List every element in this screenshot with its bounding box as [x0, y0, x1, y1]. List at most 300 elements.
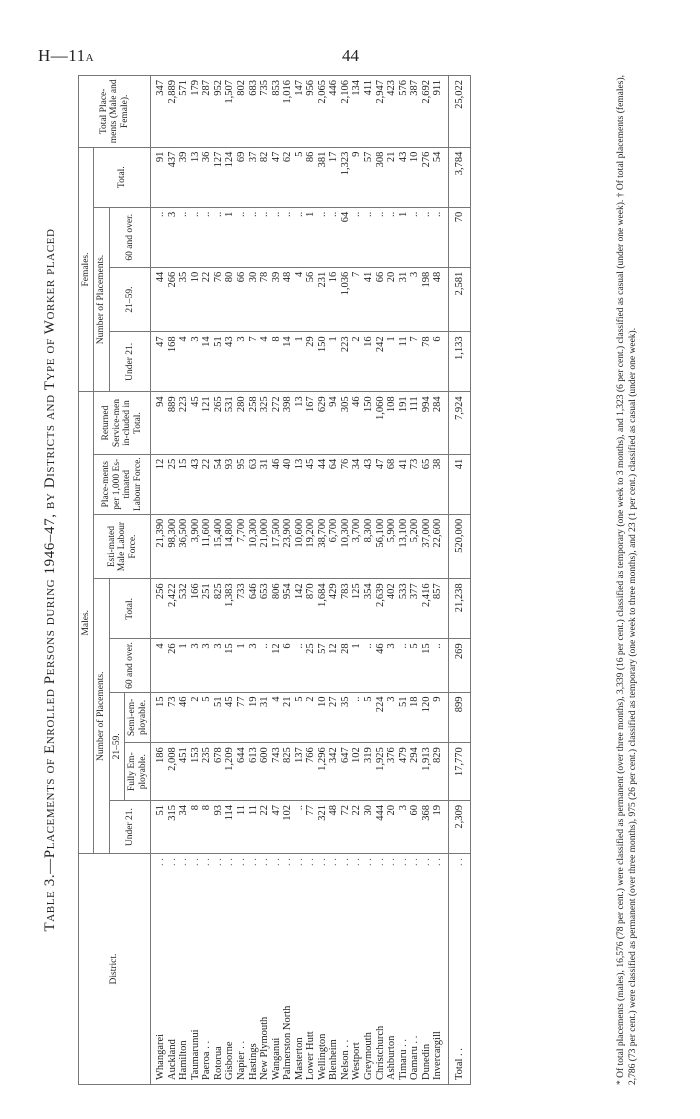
- cell-m-60: 15: [421, 639, 433, 692]
- cell-f-2159: 30: [248, 267, 260, 332]
- cell-f-60: ..: [271, 207, 283, 267]
- cell-m-full: 1,925: [375, 743, 387, 801]
- cell-m-u21: 93: [213, 801, 225, 854]
- cell-m-semi: 4: [271, 692, 283, 743]
- cell-m-total: 2,422: [167, 579, 179, 639]
- cell-m-full: 1,209: [224, 743, 236, 801]
- cell-f-u21: 223: [340, 332, 352, 392]
- table-row: [213, 76, 225, 1085]
- table-row: [421, 76, 433, 1085]
- cell-per1000: 93: [224, 454, 236, 514]
- cell-f-2159: 4: [294, 267, 306, 332]
- leader-dots: . .: [189, 858, 201, 866]
- cell-f-2159: 48: [432, 267, 448, 332]
- cell-m-u21: 48: [328, 801, 340, 854]
- female-number-of-placements-header: Number of Placements.: [94, 207, 109, 392]
- district-name: Masterton: [293, 1037, 305, 1080]
- cell-f-60: ..: [178, 207, 190, 267]
- leader-dots: . .: [293, 858, 305, 866]
- district-name: Paeroa . .: [201, 1040, 213, 1080]
- cell-m-u21: 2,309: [448, 801, 471, 854]
- district-name: Hastings: [247, 1043, 259, 1080]
- leader-dots: . .: [282, 858, 294, 866]
- cell-m-semi: 10: [317, 692, 329, 743]
- cell-lf: 3,900: [190, 514, 202, 579]
- cell-m-60: 5: [409, 639, 421, 692]
- district-cell: [190, 854, 202, 1085]
- cell-total: 347: [151, 76, 167, 148]
- cell-f-60: ..: [151, 207, 167, 267]
- cell-f-60: ..: [432, 207, 448, 267]
- cell-m-total: 354: [363, 579, 375, 639]
- district-name: Christchurch: [374, 1025, 386, 1080]
- cell-m-u21: 3: [398, 801, 410, 854]
- leader-dots: . .: [212, 858, 224, 866]
- cell-lf: 5,200: [409, 514, 421, 579]
- total-placements-header: Total Place-ments (Male and Female).: [79, 76, 151, 148]
- cell-m-u21: 102: [282, 801, 294, 854]
- cell-total: 802: [236, 76, 248, 148]
- cell-f-total: 57: [363, 147, 375, 207]
- cell-m-semi: 31: [259, 692, 271, 743]
- cell-total: 179: [190, 76, 202, 148]
- report-code: H—11A: [38, 46, 95, 65]
- cell-lf: 6,700: [328, 514, 340, 579]
- district-cell: [409, 854, 421, 1085]
- cell-f-2159: 1,036: [340, 267, 352, 332]
- cell-per1000: 34: [351, 454, 363, 514]
- cell-f-2159: 231: [317, 267, 329, 332]
- cell-lf: 15,400: [213, 514, 225, 579]
- cell-m-60: 15: [224, 639, 236, 692]
- cell-f-2159: 2,581: [448, 267, 471, 332]
- table-row: [398, 76, 410, 1085]
- cell-total: 25,022: [448, 76, 471, 148]
- cell-per1000: 25: [167, 454, 179, 514]
- semi-employable-header: Semi-em-ployable.: [125, 692, 151, 743]
- cell-m-total: 429: [328, 579, 340, 639]
- leader-dots: . .: [351, 858, 363, 866]
- table-row: [363, 76, 375, 1085]
- cell-f-total: 62: [282, 147, 294, 207]
- district-cell: [328, 854, 340, 1085]
- district-name: Dunedin: [420, 1043, 432, 1080]
- cell-m-u21: 321: [317, 801, 329, 854]
- cell-lf: 98,300: [167, 514, 179, 579]
- district-name: Wanganui: [270, 1037, 282, 1080]
- cell-m-full: 678: [213, 743, 225, 801]
- cell-m-u21: 22: [351, 801, 363, 854]
- cell-f-u21: 6: [432, 332, 448, 392]
- cell-f-2159: 31: [398, 267, 410, 332]
- cell-f-total: 308: [375, 147, 387, 207]
- cell-f-u21: 168: [167, 332, 179, 392]
- cell-f-60: ..: [236, 207, 248, 267]
- returned-servicemen-header: Returned Service-men in-cluded in Total.: [94, 392, 151, 454]
- cell-m-full: 829: [432, 743, 448, 801]
- cell-f-u21: 51: [213, 332, 225, 392]
- cell-rs: 280: [236, 392, 248, 454]
- cell-lf: 38,700: [317, 514, 329, 579]
- rotated-table-area: [30, 75, 670, 1085]
- leader-dots: . .: [270, 858, 282, 866]
- cell-m-total: 402: [386, 579, 398, 639]
- cell-m-total: 806: [271, 579, 283, 639]
- cell-m-u21: 34: [178, 801, 190, 854]
- table-row: [340, 76, 352, 1085]
- cell-f-u21: 11: [398, 332, 410, 392]
- cell-m-total: 1,684: [317, 579, 329, 639]
- cell-m-60: 3: [386, 639, 398, 692]
- cell-m-full: 825: [282, 743, 294, 801]
- leader-dots: . .: [155, 858, 167, 866]
- cell-total: 952: [213, 76, 225, 148]
- cell-f-total: 10: [409, 147, 421, 207]
- cell-m-total: 733: [236, 579, 248, 639]
- district-cell: [386, 854, 398, 1085]
- cell-rs: 889: [167, 392, 179, 454]
- cell-per1000: 15: [178, 454, 190, 514]
- district-name: Total . .: [453, 1048, 465, 1080]
- cell-m-semi: 120: [421, 692, 433, 743]
- cell-m-60: ..: [363, 639, 375, 692]
- cell-m-u21: 30: [363, 801, 375, 854]
- cell-rs: 191: [398, 392, 410, 454]
- table-row: [375, 76, 387, 1085]
- table-row: [432, 76, 448, 1085]
- cell-rs: 223: [178, 392, 190, 454]
- cell-f-2159: 266: [167, 267, 179, 332]
- cell-f-u21: 4: [178, 332, 190, 392]
- cell-f-60: ..: [421, 207, 433, 267]
- cell-m-full: 235: [201, 743, 213, 801]
- cell-m-total: 532: [178, 579, 190, 639]
- cell-lf: 56,100: [375, 514, 387, 579]
- cell-rs: 531: [224, 392, 236, 454]
- table-row: [190, 76, 202, 1085]
- cell-m-u21: 51: [151, 801, 167, 854]
- leader-dots: . .: [236, 858, 248, 866]
- cell-f-60: 1: [398, 207, 410, 267]
- cell-m-60: 57: [317, 639, 329, 692]
- female-under-21-header: Under 21.: [109, 332, 150, 392]
- cell-total: 1,507: [224, 76, 236, 148]
- cell-m-60: 12: [271, 639, 283, 692]
- district-cell: [282, 854, 294, 1085]
- district-name: Blenheim: [328, 1039, 340, 1080]
- cell-m-semi: 77: [236, 692, 248, 743]
- cell-per1000: 41: [398, 454, 410, 514]
- cell-m-full: 342: [328, 743, 340, 801]
- cell-m-semi: 21: [282, 692, 294, 743]
- cell-lf: 37,000: [421, 514, 433, 579]
- table-row: [282, 76, 294, 1085]
- cell-lf: 17,500: [271, 514, 283, 579]
- cell-m-total: 646: [248, 579, 260, 639]
- males-header: Males.: [79, 392, 94, 854]
- cell-m-u21: 8: [201, 801, 213, 854]
- cell-m-total: 870: [305, 579, 317, 639]
- cell-lf: 11,600: [201, 514, 213, 579]
- cell-per1000: 54: [213, 454, 225, 514]
- cell-m-60: 25: [305, 639, 317, 692]
- cell-lf: 36,500: [178, 514, 190, 579]
- cell-per1000: 45: [305, 454, 317, 514]
- cell-m-full: 766: [305, 743, 317, 801]
- cell-m-u21: 20: [386, 801, 398, 854]
- table-row: [224, 76, 236, 1085]
- cell-f-total: 9: [351, 147, 363, 207]
- cell-m-total: 653: [259, 579, 271, 639]
- cell-f-total: 39: [178, 147, 190, 207]
- cell-f-u21: 1,133: [448, 332, 471, 392]
- district-name: Gisborne: [224, 1041, 236, 1080]
- leader-dots: . .: [432, 858, 444, 866]
- table-row: [271, 76, 283, 1085]
- leader-dots: . .: [305, 858, 317, 866]
- cell-m-semi: 9: [432, 692, 448, 743]
- cell-per1000: 43: [363, 454, 375, 514]
- cell-rs: 13: [294, 392, 306, 454]
- cell-m-u21: 22: [259, 801, 271, 854]
- district-name: Auckland: [166, 1039, 178, 1080]
- cell-f-total: 91: [151, 147, 167, 207]
- cell-f-total: 47: [271, 147, 283, 207]
- district-name: New Plymouth: [259, 1016, 271, 1080]
- district-cell: [259, 854, 271, 1085]
- district-header: District.: [79, 854, 151, 1085]
- cell-total: 2,947: [375, 76, 387, 148]
- cell-rs: 7,924: [448, 392, 471, 454]
- cell-rs: 121: [201, 392, 213, 454]
- cell-total: 571: [178, 76, 190, 148]
- cell-m-full: 647: [340, 743, 352, 801]
- cell-m-full: 153: [190, 743, 202, 801]
- district-name: Taumarunui: [189, 1029, 201, 1080]
- cell-per1000: 46: [271, 454, 283, 514]
- leader-dots: . .: [328, 858, 340, 866]
- cell-f-60: ..: [213, 207, 225, 267]
- cell-per1000: 38: [432, 454, 448, 514]
- cell-per1000: 40: [282, 454, 294, 514]
- cell-m-total: 825: [213, 579, 225, 639]
- cell-f-2159: 39: [271, 267, 283, 332]
- cell-m-semi: 27: [328, 692, 340, 743]
- cell-f-total: 1,323: [340, 147, 352, 207]
- district-name: Greymouth: [363, 1032, 375, 1080]
- district-name: Westport: [351, 1042, 363, 1080]
- cell-f-u21: 2: [351, 332, 363, 392]
- cell-f-2159: 41: [363, 267, 375, 332]
- cell-total: 387: [409, 76, 421, 148]
- cell-f-total: 36: [201, 147, 213, 207]
- cell-f-2159: 22: [201, 267, 213, 332]
- cell-m-60: ..: [294, 639, 306, 692]
- cell-f-total: 17: [328, 147, 340, 207]
- cell-f-60: 1: [305, 207, 317, 267]
- fully-employable-header: Fully Em-ployable.: [125, 743, 151, 801]
- cell-total: 2,889: [167, 76, 179, 148]
- leader-dots: . .: [224, 858, 236, 866]
- cell-m-full: 600: [259, 743, 271, 801]
- cell-f-2159: 80: [224, 267, 236, 332]
- cell-f-total: 124: [224, 147, 236, 207]
- table-row: [236, 76, 248, 1085]
- cell-f-60: ..: [248, 207, 260, 267]
- cell-f-u21: 1: [294, 332, 306, 392]
- cell-total: 1,016: [282, 76, 294, 148]
- district-name: Whangarei: [155, 1033, 167, 1080]
- leader-dots: . .: [247, 858, 259, 866]
- district-cell: [224, 854, 236, 1085]
- cell-rs: 265: [213, 392, 225, 454]
- female-60-over-header: 60 and over.: [109, 207, 150, 267]
- table-row: [409, 76, 421, 1085]
- cell-f-u21: 14: [282, 332, 294, 392]
- cell-m-total: 857: [432, 579, 448, 639]
- table-row: [351, 76, 363, 1085]
- district-name: Ashburton: [386, 1035, 398, 1080]
- cell-total: 147: [294, 76, 306, 148]
- cell-f-2159: 44: [151, 267, 167, 332]
- female-21-59-header: 21–59.: [109, 267, 150, 332]
- cell-f-60: ..: [317, 207, 329, 267]
- cell-rs: 45: [190, 392, 202, 454]
- cell-per1000: 47: [375, 454, 387, 514]
- cell-rs: 325: [259, 392, 271, 454]
- cell-per1000: 76: [340, 454, 352, 514]
- cell-m-60: ..: [259, 639, 271, 692]
- cell-f-u21: 43: [224, 332, 236, 392]
- district-name: Lower Hutt: [305, 1031, 317, 1080]
- cell-m-u21: 60: [409, 801, 421, 854]
- cell-m-semi: ..: [351, 692, 363, 743]
- cell-m-semi: 2: [305, 692, 317, 743]
- cell-m-60: 26: [167, 639, 179, 692]
- cell-f-u21: 29: [305, 332, 317, 392]
- cell-m-60: 3: [213, 639, 225, 692]
- cell-f-u21: 7: [409, 332, 421, 392]
- cell-lf: 10,300: [248, 514, 260, 579]
- cell-total: 853: [271, 76, 283, 148]
- cell-m-semi: 3: [386, 692, 398, 743]
- cell-f-total: 37: [248, 147, 260, 207]
- male-60-over-header: 60 and over.: [109, 639, 150, 692]
- cell-m-u21: 114: [224, 801, 236, 854]
- cell-f-60: ..: [259, 207, 271, 267]
- district-cell: [398, 854, 410, 1085]
- district-name: Oamaru . .: [409, 1035, 421, 1080]
- cell-f-2159: 16: [328, 267, 340, 332]
- cell-f-2159: 7: [351, 267, 363, 332]
- cell-f-total: 3,784: [448, 147, 471, 207]
- district-name: Rotorua: [212, 1046, 224, 1080]
- cell-rs: 305: [340, 392, 352, 454]
- cell-m-60: 3: [248, 639, 260, 692]
- cell-m-full: 1,296: [317, 743, 329, 801]
- cell-lf: 23,900: [282, 514, 294, 579]
- cell-f-60: ..: [351, 207, 363, 267]
- district-cell: [271, 854, 283, 1085]
- cell-f-60: ..: [294, 207, 306, 267]
- district-cell: [248, 854, 260, 1085]
- leader-dots: . .: [316, 858, 328, 866]
- cell-f-u21: 3: [236, 332, 248, 392]
- cell-m-u21: 47: [271, 801, 283, 854]
- district-cell: [363, 854, 375, 1085]
- leader-dots: . .: [259, 858, 271, 866]
- cell-rs: 46: [351, 392, 363, 454]
- cell-m-total: 125: [351, 579, 363, 639]
- cell-lf: 13,100: [398, 514, 410, 579]
- cell-m-total: 1,383: [224, 579, 236, 639]
- leader-dots: . .: [374, 858, 386, 866]
- cell-total: 911: [432, 76, 448, 148]
- total-row: [448, 76, 471, 1085]
- cell-per1000: 65: [421, 454, 433, 514]
- district-cell: [340, 854, 352, 1085]
- cell-m-60: 1: [178, 639, 190, 692]
- cell-m-u21: 77: [305, 801, 317, 854]
- page-number: 44: [342, 46, 359, 65]
- cell-rs: 398: [282, 392, 294, 454]
- cell-m-total: 21,238: [448, 579, 471, 639]
- cell-rs: 1,060: [375, 392, 387, 454]
- cell-f-u21: 14: [201, 332, 213, 392]
- cell-f-60: 1: [224, 207, 236, 267]
- cell-m-60: 46: [375, 639, 387, 692]
- cell-m-full: 2,008: [167, 743, 179, 801]
- cell-m-full: 451: [178, 743, 190, 801]
- cell-m-semi: 19: [248, 692, 260, 743]
- leader-dots: . .: [178, 858, 190, 866]
- cell-m-full: 613: [248, 743, 260, 801]
- district-cell: [351, 854, 363, 1085]
- cell-m-60: 12: [328, 639, 340, 692]
- cell-m-semi: 45: [224, 692, 236, 743]
- cell-f-60: ..: [375, 207, 387, 267]
- cell-f-2159: 66: [236, 267, 248, 332]
- cell-f-total: 276: [421, 147, 433, 207]
- cell-lf: 10,300: [340, 514, 352, 579]
- cell-f-total: 86: [305, 147, 317, 207]
- cell-m-semi: 18: [409, 692, 421, 743]
- cell-m-semi: 224: [375, 692, 387, 743]
- cell-f-u21: 78: [421, 332, 433, 392]
- cell-m-semi: 5: [363, 692, 375, 743]
- cell-per1000: 73: [409, 454, 421, 514]
- table-row: [294, 76, 306, 1085]
- cell-f-2159: 3: [409, 267, 421, 332]
- cell-rs: 629: [317, 392, 329, 454]
- cell-total: 2,692: [421, 76, 433, 148]
- leader-dots: . .: [363, 858, 375, 866]
- cell-rs: 284: [432, 392, 448, 454]
- cell-m-semi: 51: [398, 692, 410, 743]
- cell-f-u21: 1: [328, 332, 340, 392]
- cell-total: 683: [248, 76, 260, 148]
- cell-per1000: 43: [190, 454, 202, 514]
- cell-m-total: 256: [151, 579, 167, 639]
- cell-m-60: 4: [151, 639, 167, 692]
- cell-lf: 19,200: [305, 514, 317, 579]
- table-title: Table 3.—Placements of Enrolled Persons during 1946–47, by Districts and Type of Worker placed: [42, 228, 58, 932]
- cell-m-60: ..: [398, 639, 410, 692]
- cell-f-u21: 1: [386, 332, 398, 392]
- district-cell: [448, 854, 471, 1085]
- district-name: Nelson . .: [339, 1039, 351, 1080]
- cell-lf: 520,000: [448, 514, 471, 579]
